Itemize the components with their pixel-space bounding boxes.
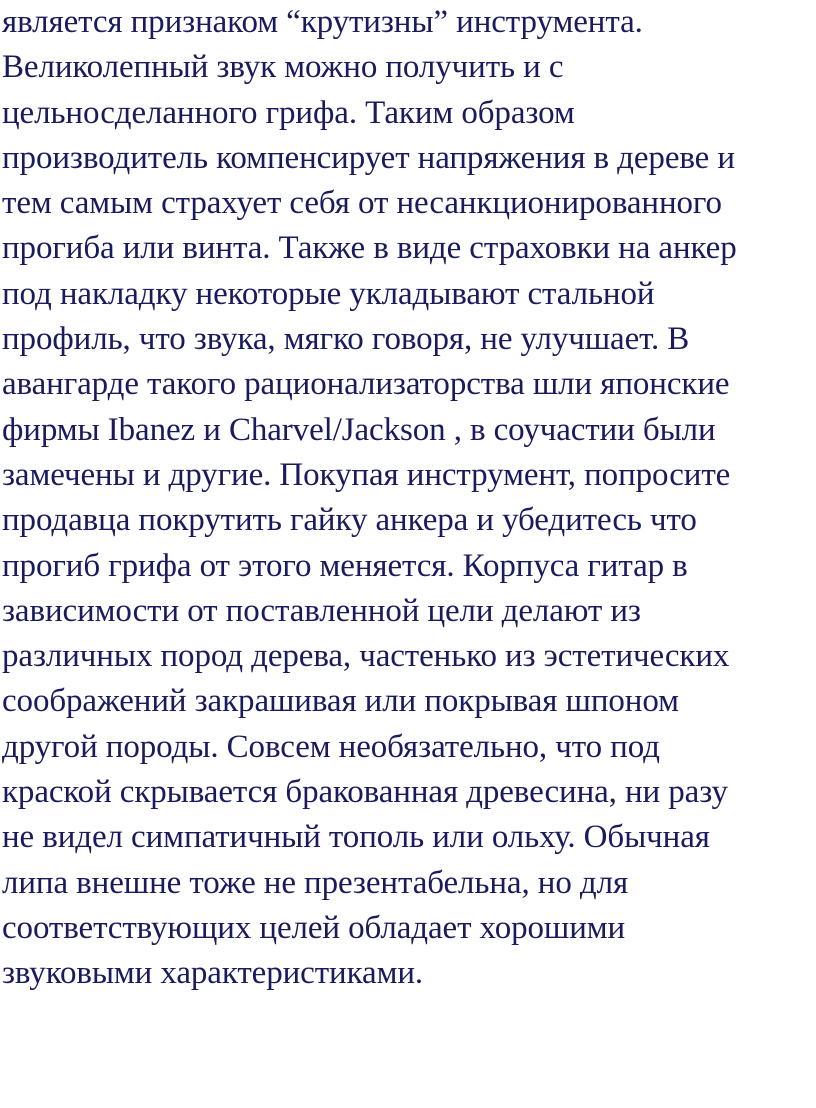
text-line: соображений закрашивая или покрывая шпоном [2, 683, 679, 720]
text-line: под накладку некоторые укладывают стальной [2, 275, 655, 312]
text-line: замечены и другие. Покупая инструмент, попросите [2, 456, 731, 493]
text-line: прогиб грифа от этого меняется. Корпуса гитар в [2, 547, 688, 584]
text-line: производитель компенсирует напряжения в дереве и [2, 139, 735, 176]
text-line: краской скрывается бракованная древесина, ни разу [2, 774, 728, 811]
text-line: не видел симпатичный тополь или ольху. Обычная [2, 819, 710, 856]
text-line: цельносделанного грифа. Таким образом [2, 94, 575, 131]
text-line: соответствующих целей обладает хорошими [2, 909, 626, 946]
text-line: фирмы Ibanez и Charvel/Jackson , в соучастии были [2, 411, 716, 448]
text-line: различных пород дерева, частенько из эстетических [2, 638, 730, 675]
text-line: липа внешне тоже не презентабельна, но для [2, 864, 629, 901]
text-line: авангарде такого рационализаторства шли японские [2, 366, 730, 403]
text-line: Великолепный звук можно получить и с [2, 49, 564, 86]
text-line: продавца покрутить гайку анкера и убедитесь что [2, 502, 697, 539]
text-line: является признаком “крутизны” инструмента. [2, 4, 643, 40]
text-line: другой породы. Совсем необязательно, что под [2, 728, 660, 765]
text-line: звуковыми характеристиками. [2, 955, 424, 992]
body-paragraph [2, 0, 814, 997]
text-line: зависимости от поставленной цели делают из [2, 592, 641, 629]
text-line: профиль, что звука, мягко говоря, не улучшает. В [2, 321, 690, 358]
text-line: прогиба или винта. Также в виде страховки на анкер [2, 230, 737, 267]
text-line: тем самым страхует себя от несанкционированного [2, 185, 722, 222]
